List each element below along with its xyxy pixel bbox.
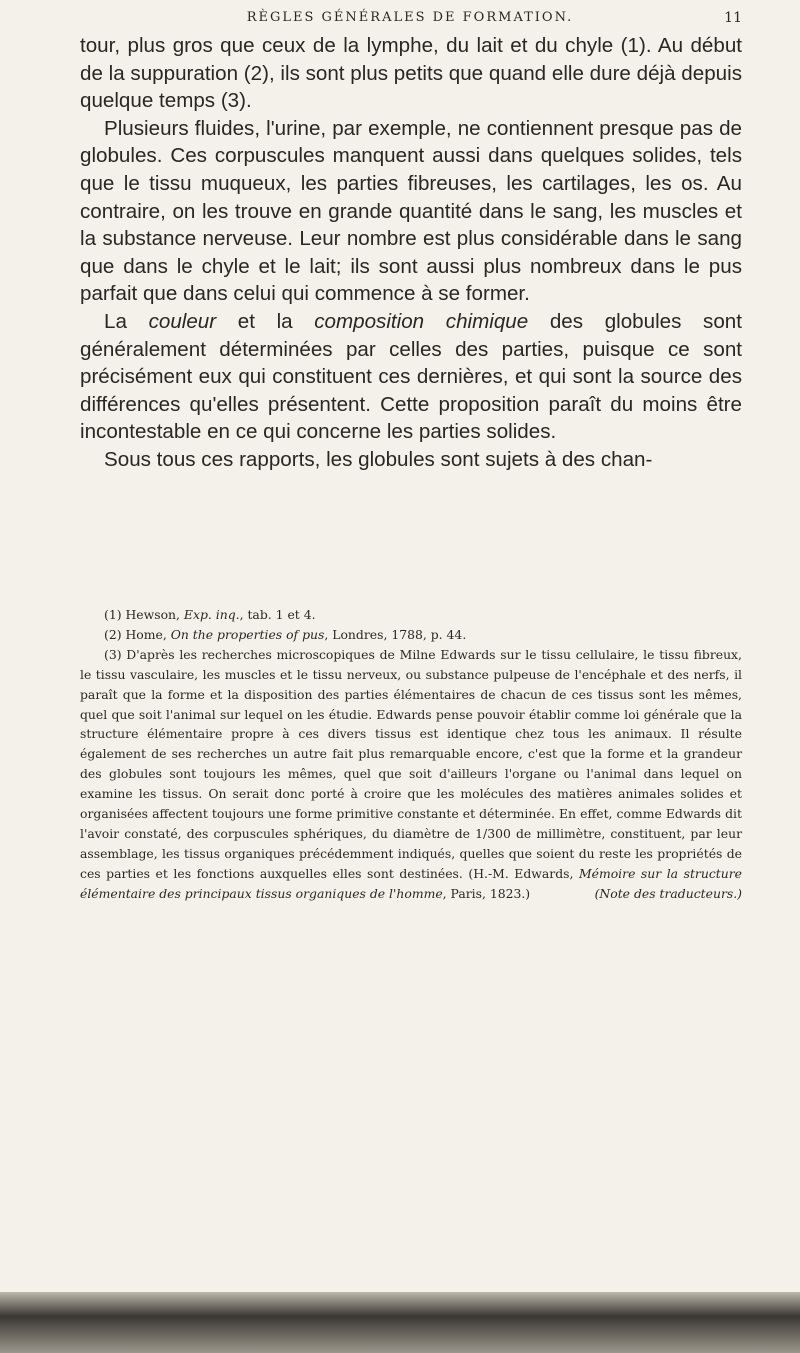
text-run: et la [216, 309, 315, 333]
running-head [80, 6, 740, 28]
text-run: (3) D'après les recherches microscopiques de Milne Edwards sur le tissu cellulaire, le tissu fibreux, le tissu vasculaire, les muscles et le tissu nerveux, ou substance pulpeuse de l'encéphale et des nerfs, il paraît que la forme et la disposition des parties élémentaires de chacun de ces tissus sont les mêmes, quel que soit l'animal sur lequel on les étudie. Edwards pense pouvoir établir comme loi générale que la structure élémentaire propre à ces divers tissus est identique chez tous les animaux. Il résulte également de ses recherches un autre fait plus remarquable encore, c'est que la forme et la grandeur des globules sont toujours les mêmes, quel que soit d'ailleurs l'organe ou l'animal dans lequel on examine les tissus. On serait donc porté à croire que les molécules des matières animales solides et organisées affectent toujours une forme primitive constante et déterminée. En effet, comme Edwards dit l'avoir constaté, des corpuscules sphériques, du diamètre de 1/300 de millimètre, constituent, par leur assemblage, les tissus organiques précédemment indiqués, quelles que soient du reste les propriétés de ces parties et les fonctions auxquelles elles sont destinées. (H.-M. Edwards, [80, 646, 742, 881]
text-run: , Londres, 1788, p. 44. [324, 626, 467, 642]
footnotes [80, 605, 742, 904]
italic-text: Mémoire sur la structure élémentaire des principaux tissus organiques de l'homme [80, 865, 742, 901]
footnote [80, 625, 742, 645]
text-run: (1) Hewson, [104, 607, 184, 622]
text-run: tour, plus gros que ceux de la lymphe, du lait et du chyle (1). Au début de la suppuration (2), ils sont plus petits que quand elle dure déjà depuis quelque temps (3). [80, 34, 742, 113]
body-text [80, 32, 742, 474]
page-edge-shadow [0, 1292, 800, 1353]
paragraph [80, 32, 742, 115]
paragraph [80, 446, 742, 474]
text-run: Sous tous ces rapports, les globules sont sujets à des chan- [104, 447, 653, 471]
page-number: 11 [724, 10, 742, 26]
text-run: des globules sont généralement déterminées par celles des parties, puisque ce sont précisément eux qui constituent ces dernières, et qui sont la source des différences qu'elles présentent. Cette proposition paraît du moins être incontestable en ce qui concerne les parties solides. [80, 309, 742, 444]
text-run: Plusieurs fluides, l'urine, par exemple, ne contiennent presque pas de globules. Ces corpuscules manquent aussi dans quelques solides, tels que le tissu muqueux, les parties fibreuses, les cartilages, les os. Au contraire, on les trouve en grande quantité dans le sang, les muscles et la substance nerveuse. Leur nombre est plus considérable dans le sang que dans le chyle et le lait; ils sont aussi plus nombreux dans le pus parfait que dans celui qui commence à se former. [80, 116, 742, 306]
text-run: (2) Home, [104, 626, 171, 642]
paragraph [80, 115, 742, 308]
italic-text: composition chimique [314, 309, 529, 333]
text-run: La [104, 309, 149, 333]
footnote-note: (Note des traducteurs.) [594, 885, 742, 901]
italic-text: Exp. inq. [183, 607, 240, 622]
paragraph [80, 308, 742, 446]
text-run: , Paris, 1823.) [442, 885, 531, 901]
italic-text: On the properties of pus [170, 626, 325, 642]
text-run: , tab. 1 et 4. [239, 607, 316, 622]
running-title: RÈGLES GÉNÉRALES DE FORMATION. [246, 10, 574, 25]
footnote [80, 605, 742, 625]
footnote [80, 645, 742, 904]
italic-text: couleur [148, 309, 217, 333]
